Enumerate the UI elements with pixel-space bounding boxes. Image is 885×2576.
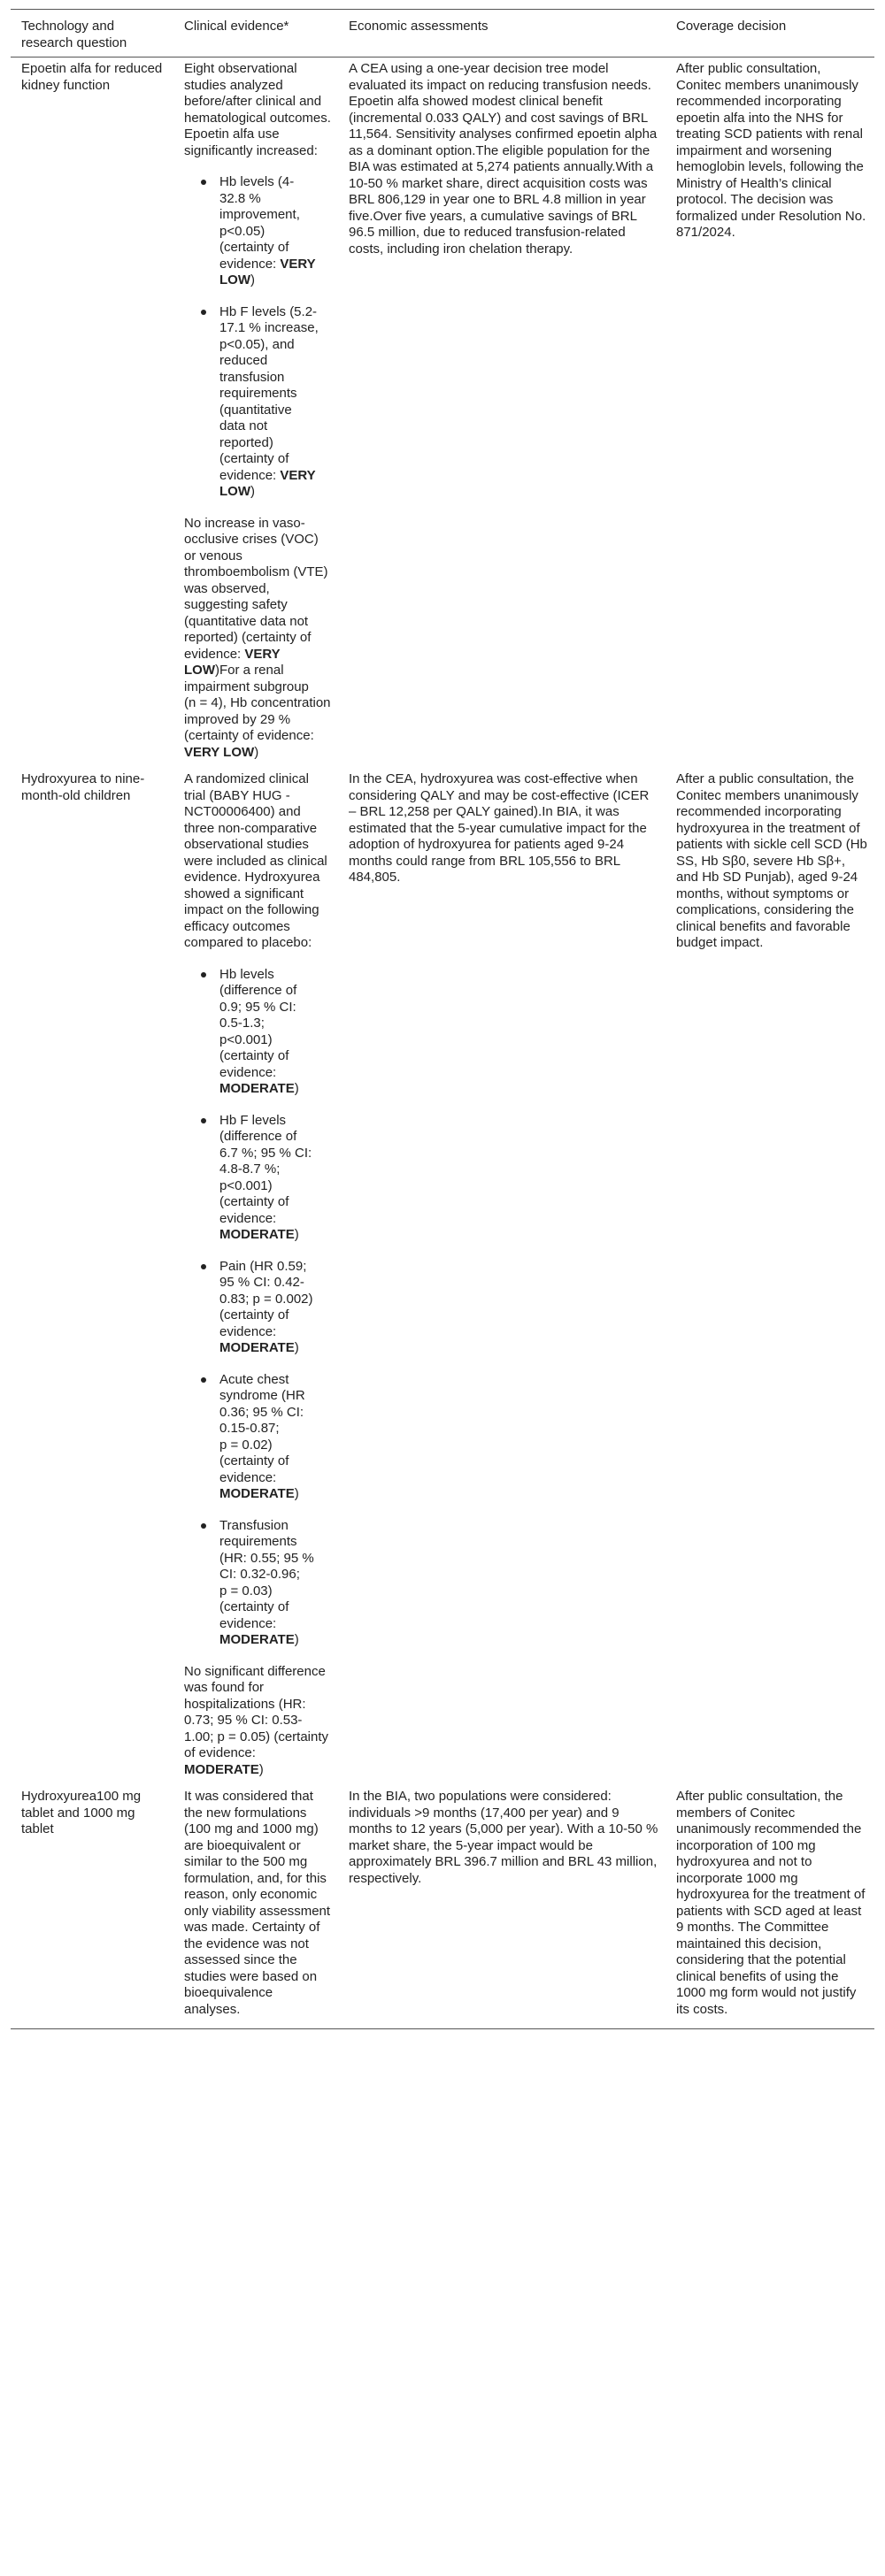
list-item: Hb F levels (difference of 6.7 %; 95 % CI: 4.8-8.7 %; p<0.001) (certainty of evidence: MODERATE) xyxy=(219,1113,319,1244)
clinical-evidence-cell xyxy=(173,1785,338,2029)
certainty-label: VERY LOW xyxy=(184,646,281,678)
bullet-icon xyxy=(201,180,206,185)
list-item: Acute chest syndrome (HR 0.36; 95 % CI: 0.15-0.87; p = 0.02) (certainty of evidence: MODERATE) xyxy=(219,1372,319,1503)
certainty-label: MODERATE xyxy=(219,1632,295,1647)
list-item: Hb levels (difference of 0.9; 95 % CI: 0.5-1.3; p<0.001) (certainty of evidence: MODERATE) xyxy=(219,967,319,1098)
header-clinical-evidence: Clinical evidence* xyxy=(173,10,338,58)
header-coverage-decision: Coverage decision xyxy=(666,10,874,58)
table-header-row xyxy=(11,10,874,58)
table-row xyxy=(11,768,874,1785)
certainty-label: VERY LOW xyxy=(219,256,316,288)
bullet-icon xyxy=(201,972,206,978)
bullet-icon xyxy=(201,1377,206,1383)
technology-cell: Hydroxyurea100 mg tablet and 1000 mg tablet xyxy=(11,1785,173,2029)
economic-assessment-cell: In the BIA, two populations were considered: individuals >9 months (17,400 per year) and 9 months to 12 years (5,000 per year). With a 10-50 % market share, the 5-year impact would be approximately BRL 396.7 million and BRL 43 million, respectively. xyxy=(338,1785,666,2029)
outcome-list xyxy=(184,967,331,1649)
coverage-decision-cell: After public consultation, Conitec members unanimously recommended incorporating epoetin alfa into the NHS for treating SCD patients with renal impairment and worsening hemoglobin levels, following the Ministry of Health’s clinical protocol. The decision was formalized under Resolution No. 871/2024. xyxy=(676,61,866,240)
clinical-text: It was considered that the new formulations (100 mg and 1000 mg) are bioequivalent or similar to the 500 mg formulation, and, for this reason, only economic only viability assessment was made. Certainty of the evidence was not assessed since the studies were based on bioequivalence analyses. xyxy=(184,1789,331,2017)
table-row xyxy=(11,58,874,769)
bullet-icon xyxy=(201,1523,206,1529)
list-item: Pain (HR 0.59; 95 % CI: 0.42-0.83; p = 0.002) (certainty of evidence: MODERATE) xyxy=(219,1259,319,1357)
list-item: Transfusion requirements (HR: 0.55; 95 % CI: 0.32-0.96; p = 0.03) (certainty of evidence: MODERATE) xyxy=(219,1518,319,1649)
header-technology: Technology and research question xyxy=(11,10,173,58)
outcome-list xyxy=(184,174,331,501)
coverage-decision-cell: After public consultation, the members of Conitec unanimously recommended the incorporation of 100 mg hydroxyurea and not to incorporate 1000 mg hydroxyurea for the treatment of patients with SCD aged at least 9 months. The Committee maintained this decision, considering that the potential clinical benefits of using the 1000 mg form would not justify its costs. xyxy=(666,1785,874,2029)
technology-cell: Hydroxyurea to nine-month-old children xyxy=(21,771,145,803)
bullet-icon xyxy=(201,1118,206,1123)
bullet-icon xyxy=(201,310,206,315)
certainty-label: MODERATE xyxy=(184,1761,259,1777)
clinical-outro: No increase in vaso-occlusive crises (VOC) or venous thromboembolism (VTE) was observed, suggesting safety (quantitative data not reported) (certainty of evidence: VERY LOW)For a renal impairment subgroup (n = 4), Hb concentration improved by 29 % (certainty of evidence: VERY LOW) xyxy=(184,515,331,760)
clinical-intro: Eight observational studies analyzed before/after clinical and hematological outcomes. Epoetin alfa use significantly increased: xyxy=(184,61,331,158)
clinical-outro: No significant difference was found for hospitalizations (HR: 0.73; 95 % CI: 0.53-1.00; p = 0.05) (certainty of evidence: MODERATE) xyxy=(184,1663,329,1777)
clinical-intro: A randomized clinical trial (BABY HUG - NCT00006400) and three non-comparative observational studies were included as clinical evidence. Hydroxyurea showed a significant impact on the following efficacy outcomes compared to placebo: xyxy=(184,771,327,950)
certainty-label: MODERATE xyxy=(219,1081,295,1096)
list-item: Hb F levels (5.2-17.1 % increase, p<0.05), and reduced transfusion requirements (quantitative data not reported) (certainty of evidence: VERY LOW) xyxy=(219,304,319,501)
certainty-label: VERY LOW xyxy=(219,467,316,499)
coverage-decision-cell: After a public consultation, the Conitec members unanimously recommended incorporating hydroxyurea in the treatment of patients with sickle cell SCD (Hb SS, Hb Sβ0, severe Hb Sβ+, and Hb SD Punjab), aged 9-24 months, without symptoms or complications, considering the clinical benefits and favorable budget impact. xyxy=(676,771,867,950)
economic-assessment-cell: A CEA using a one-year decision tree model evaluated its impact on reducing transfusion needs. Epoetin alfa showed modest clinical benefit (incremental 0.033 QALY) and cost savings of BRL 11,564. Sensitivity analyses confirmed epoetin alpha as a dominant option.The eligible population for the BIA was estimated at 5,274 patients annually.With a 10-50 % market share, direct acquisition costs was BRL 806,129 in year one to BRL 4.8 million in year five.Over five years, a cumulative savings of BRL 96.5 million, due to reduced transfusion-related costs, including iron chelation therapy. xyxy=(349,61,658,257)
certainty-label: MODERATE xyxy=(219,1340,295,1355)
certainty-label: MODERATE xyxy=(219,1227,295,1242)
certainty-label: MODERATE xyxy=(219,1486,295,1501)
economic-assessment-cell: In the CEA, hydroxyurea was cost-effective when considering QALY and may be cost-effective (ICER – BRL 12,258 per QALY gained).In BIA, it was estimated that the 5-year cumulative impact for the adoption of hydroxyurea for patients aged 9-24 months could range from BRL 105,556 to BRL 484,805. xyxy=(349,771,650,885)
clinical-evidence-cell xyxy=(173,58,338,769)
evidence-table xyxy=(11,9,874,2029)
technology-cell: Epoetin alfa for reduced kidney function xyxy=(21,61,163,93)
header-economic-assessments: Economic assessments xyxy=(338,10,666,58)
clinical-evidence-cell xyxy=(173,768,338,1785)
table-row xyxy=(11,1785,874,2029)
bullet-icon xyxy=(201,1264,206,1269)
list-item: Hb levels (4-32.8 % improvement, p<0.05) (certainty of evidence: VERY LOW) xyxy=(219,174,319,289)
certainty-label: VERY LOW xyxy=(184,744,255,760)
